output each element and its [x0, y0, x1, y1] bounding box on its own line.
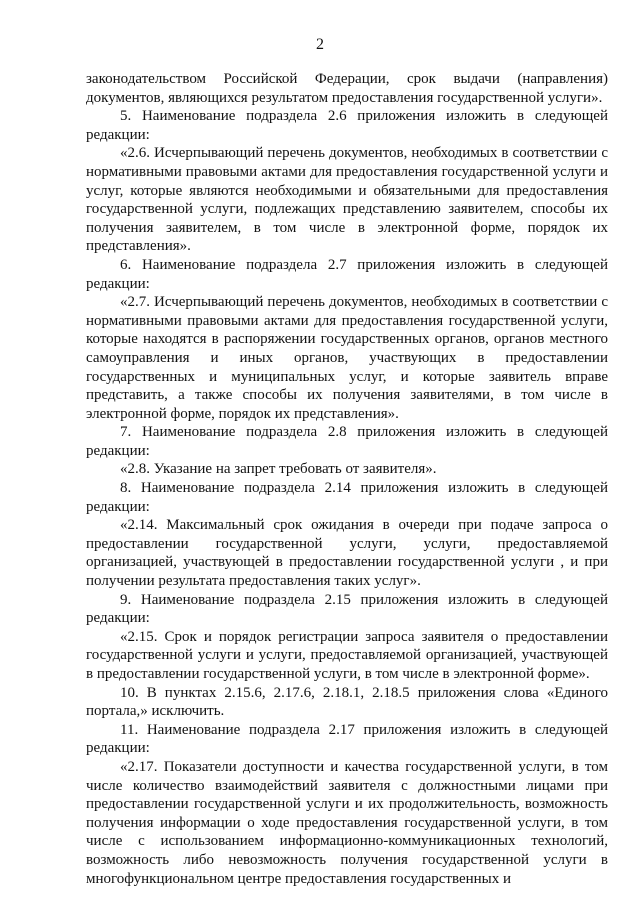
- paragraph-4: 6. Наименование подраздела 2.7 приложения изложить в следующей редакции:: [86, 256, 608, 292]
- paragraph-9: «2.14. Максимальный срок ожидания в очереди при подаче запроса о предоставлении государственной услуги, услуги, предоставляемой организацией, участвующей в предоставлении государственной услуги , и при получении результата предоставления таких услуг».: [86, 517, 608, 590]
- paragraph-12: 10. В пунктах 2.15.6, 2.17.6, 2.18.1, 2.18.5 приложения слова «Единого портала,» исключить.: [86, 684, 608, 720]
- paragraph-10: 9. Наименование подраздела 2.15 приложения изложить в следующей редакции:: [86, 591, 608, 627]
- paragraph-11: «2.15. Срок и порядок регистрации запроса заявителя о предоставлении государственной услуги и услуги, предоставляемой организацией, участвующей в предоставлении государственной услуги, в том числе в электронной форме».: [86, 628, 608, 682]
- paragraph-3: «2.6. Исчерпывающий перечень документов, необходимых в соответствии с нормативными правовыми актами для предоставления государственной услуги и услуг, которые являются необходимыми и обязательными для предоставления государственной услуги, подлежащих представлению заявителем, способы их получения заявителем, в том числе в электронной форме, порядок их представления».: [86, 145, 608, 255]
- paragraph-14: «2.17. Показатели доступности и качества государственной услуги, в том числе количество взаимодействий заявителя с должностными лицами при предоставлении государственной услуги и их продолжительность, возможность получения информации о ходе предоставления государственной услуги, в том числе с использованием информационно-коммуникационных технологий, возможность либо невозможность получения государственной услуги в многофункциональном центре предоставления государственных и: [86, 758, 608, 887]
- paragraph-8: 8. Наименование подраздела 2.14 приложения изложить в следующей редакции:: [86, 480, 608, 515]
- paragraph-2: 5. Наименование подраздела 2.6 приложения изложить в следующей редакции:: [86, 108, 608, 143]
- document-body: [86, 70, 608, 888]
- paragraph-13: 11. Наименование подраздела 2.17 приложения изложить в следующей редакции:: [86, 721, 608, 757]
- paragraph-1: законодательством Российской Федерации, срок выдачи (направления) документов, являющихся результатом предоставления государственной услуги».: [86, 71, 608, 106]
- paragraph-7: «2.8. Указание на запрет требовать от заявителя».: [120, 461, 437, 478]
- paragraph-6: 7. Наименование подраздела 2.8 приложения изложить в следующей редакции:: [86, 424, 608, 459]
- page-number: 2: [316, 36, 324, 53]
- paragraph-5: «2.7. Исчерпывающий перечень документов, необходимых в соответствии с нормативными правовыми актами для предоставления государственной услуги, которые находятся в распоряжении государственных органов, органов местного самоуправления и иных органов, участвующих в предоставлении государственных и муниципальных услуг, и которые заявитель вправе представить, а также способы их получения заявителями, в том числе в электронной форме, порядок их представления».: [86, 294, 608, 422]
